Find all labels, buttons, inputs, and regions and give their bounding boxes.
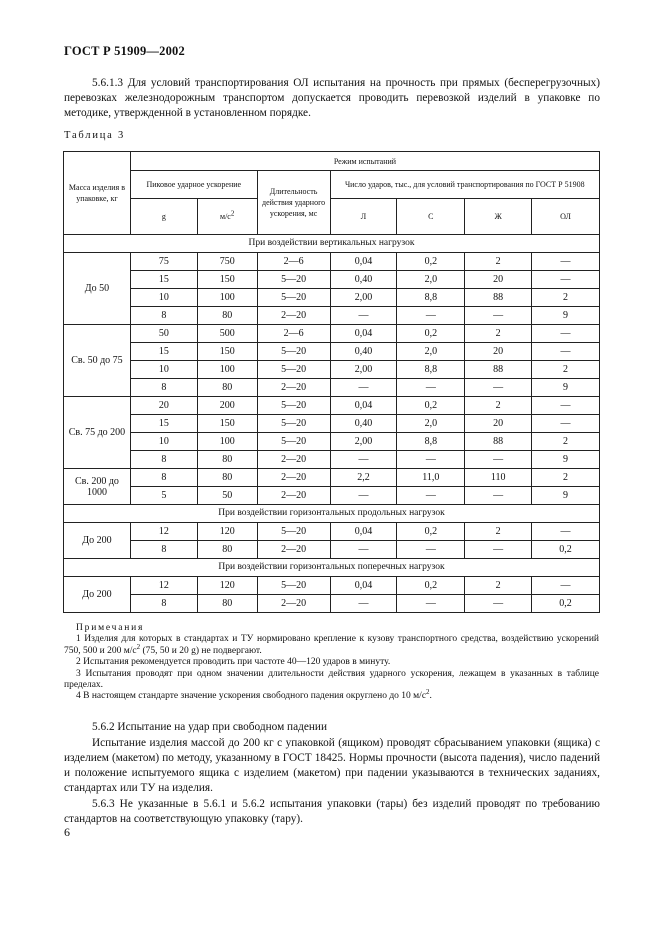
mass-cell: Св. 200 до 1000 [64,469,131,505]
table-row [64,595,600,613]
condition-l: Л [330,199,397,235]
table-row [64,469,600,487]
table-cell: — [330,487,397,505]
page-number: 6 [64,825,70,839]
condition-zh: Ж [465,199,532,235]
table-cell: 5—20 [257,289,330,307]
table-cell: 2,0 [397,271,465,289]
table-cell: 2,0 [397,343,465,361]
table-cell: 120 [197,523,257,541]
table-cell: 5—20 [257,271,330,289]
table-cell: 5—20 [257,343,330,361]
table-cell: — [397,541,465,559]
table-cell: 0,04 [330,325,397,343]
table-cell: 8 [130,307,197,325]
table-row [64,361,600,379]
mode-header: Режим испытаний [130,152,599,171]
table-cell: 2—20 [257,379,330,397]
table-cell: 75 [130,253,197,271]
table-cell: — [330,451,397,469]
table-cell: 120 [197,577,257,595]
table-cell: 8,8 [397,289,465,307]
table-cell: — [465,541,532,559]
table-cell: 150 [197,415,257,433]
table-cell: — [330,379,397,397]
section-5-6-2-text: Испытание изделия массой до 200 кг с упаковкой (ящиком) проводят сбрасыванием упаковки (ящика) с изделием (макетом) по методу, указанному в ГОСТ 18425. Нормы прочности (высота падения), число падений и положение испытуемого ящика с изделием (макетом) при падении указываются в технических заданиях, стандартах или ТУ на изделия. [64,737,600,794]
table-cell: 80 [197,307,257,325]
table-cell: 100 [197,433,257,451]
table-cell: 0,04 [330,397,397,415]
table-cell: 2—20 [257,487,330,505]
table-cell: 80 [197,379,257,397]
table-cell: 9 [532,379,600,397]
table-cell: 8 [130,451,197,469]
table-cell: 150 [197,343,257,361]
table-cell: — [532,271,600,289]
table-cell: 0,2 [532,541,600,559]
table-cell: 2 [465,325,532,343]
table-cell: 8 [130,379,197,397]
table-title: Таблица 3 [64,130,126,141]
table-cell: 8 [130,595,197,613]
table-cell: 80 [197,451,257,469]
section-heading: При воздействии горизонтальных поперечных нагрузок [64,559,600,577]
table-cell: 2—6 [257,253,330,271]
table-cell: 11,0 [397,469,465,487]
mass-cell: До 200 [64,523,131,559]
table-cell: 0,40 [330,343,397,361]
table-cell: — [465,451,532,469]
impact-count-header: Число ударов, тыс., для условий транспортирования по ГОСТ Р 51908 [330,171,599,199]
table-cell: 2—20 [257,451,330,469]
table-cell: 20 [465,343,532,361]
table-cell: 0,2 [397,325,465,343]
table-cell: 88 [465,433,532,451]
mass-cell: До 50 [64,253,131,325]
section-heading: При воздействии горизонтальных продольных нагрузок [64,505,600,523]
table-cell: 0,04 [330,253,397,271]
table-cell: — [532,415,600,433]
table-cell: — [465,487,532,505]
table-cell: 10 [130,361,197,379]
table-cell: 750 [197,253,257,271]
table-cell: 2 [532,361,600,379]
unit-ms2: $м/с^2$ [197,199,257,235]
table-cell: 8,8 [397,433,465,451]
table-row [64,577,600,595]
table-cell: 50 [197,487,257,505]
table-row [64,289,600,307]
table-row [64,379,600,397]
paragraph-5-6-1-3: 5.6.1.3 Для условий транспортирования ОЛ испытания на прочность при прямых (бесперегрузочных) перевозках железнодорожным транспортом допускается проводить перевозкой изделий в упаковке по методике, утвержденной в установленном порядке. [64,77,600,119]
table-cell: 2—20 [257,541,330,559]
table-cell: 9 [532,487,600,505]
table-cell: — [330,595,397,613]
table-cell: 80 [197,469,257,487]
table-cell: 0,2 [532,595,600,613]
table-row [64,541,600,559]
table-cell: — [397,307,465,325]
table-cell: 80 [197,541,257,559]
table-cell: 2,0 [397,415,465,433]
table-cell: 88 [465,361,532,379]
notes-heading: Примечания [76,623,145,633]
table-cell: 2 [532,469,600,487]
table-cell: 8,8 [397,361,465,379]
table-cell: — [465,307,532,325]
mass-header: Масса изделия в упаковке, кг [64,152,131,235]
table-cell: 10 [130,289,197,307]
mass-cell: До 200 [64,577,131,613]
table-row [64,307,600,325]
table-row [64,433,600,451]
table-cell: 20 [465,271,532,289]
table-cell: — [532,325,600,343]
table-cell: 50 [130,325,197,343]
section-5-6-2-heading: 5.6.2 Испытание на удар при свободном падении [92,721,328,733]
table-cell: 0,2 [397,577,465,595]
note-1: 1 Изделия для которых в стандартах и ТУ нормировано крепление к кузову транспортного средства, воздействию ускорений 750, 500 и 200 $м/с^2$ (75, 50 и 20 g) не подвергают. [64,634,599,656]
table-cell: 0,40 [330,415,397,433]
table-row [64,451,600,469]
table-cell: — [532,397,600,415]
table-cell: 5 [130,487,197,505]
table-cell: 2 [465,253,532,271]
table-cell: — [532,577,600,595]
table-cell: — [397,451,465,469]
note-4: 4 В настоящем стандарте значение ускорения свободного падения округлено до 10 $м/с^2$. [76,688,432,702]
table-cell: 500 [197,325,257,343]
table-cell: 12 [130,577,197,595]
table-cell: — [532,343,600,361]
table-cell: — [330,307,397,325]
table-cell: 150 [197,271,257,289]
table-row [64,325,600,343]
table-row [64,253,600,271]
table-cell: 0,04 [330,577,397,595]
table-cell: 15 [130,343,197,361]
table-cell: — [532,253,600,271]
note-2: 2 Испытания рекомендуется проводить при частоте 40—120 ударов в минуту. [76,657,391,668]
table-notes [64,623,599,703]
table-cell: 20 [465,415,532,433]
table-cell: 8 [130,541,197,559]
table-cell: 88 [465,289,532,307]
table-cell: 0,40 [330,271,397,289]
table-cell: 10 [130,433,197,451]
table-cell: 100 [197,361,257,379]
table-cell: 9 [532,451,600,469]
table-cell: — [465,595,532,613]
table-row [64,271,600,289]
table-cell: 12 [130,523,197,541]
table-cell: 2—20 [257,595,330,613]
mass-cell: Св. 50 до 75 [64,325,131,397]
table-cell: — [397,595,465,613]
unit-g: g [130,199,197,235]
table-cell: — [330,541,397,559]
table-cell: 5—20 [257,523,330,541]
table-cell: 2—20 [257,307,330,325]
table-cell: 15 [130,415,197,433]
table-cell: 5—20 [257,361,330,379]
table-cell: 2,00 [330,289,397,307]
note-3: 3 Испытания проводят при одном значении длительности действия ударного ускорения, лежащем в указанных в таблице пределах. [64,668,599,691]
table-cell: 80 [197,595,257,613]
table-cell: 0,04 [330,523,397,541]
table-cell: 0,2 [397,253,465,271]
table-cell: 2—6 [257,325,330,343]
table-row [64,415,600,433]
table-cell: 100 [197,289,257,307]
table-cell: 2 [465,577,532,595]
test-modes-table [63,151,600,613]
table-cell: 2 [532,433,600,451]
condition-s: С [397,199,465,235]
table-cell: 15 [130,271,197,289]
document-header: ГОСТ Р 51909—2002 [64,44,185,58]
mass-cell: Св. 75 до 200 [64,397,131,469]
table-row [64,523,600,541]
table-cell: 5—20 [257,415,330,433]
table-cell: 5—20 [257,577,330,595]
table-row [64,343,600,361]
condition-ol: ОЛ [532,199,600,235]
table-cell: 2—20 [257,469,330,487]
table-cell: 2 [465,397,532,415]
table-cell: 8 [130,469,197,487]
table-cell: 5—20 [257,433,330,451]
duration-header: Длительность действия ударного ускорения, мс [257,171,330,235]
peak-accel-header: Пиковое ударное ускорение [130,171,257,199]
table-row [64,487,600,505]
table-cell: 110 [465,469,532,487]
table-cell: 200 [197,397,257,415]
table-cell: — [397,379,465,397]
table-cell: 20 [130,397,197,415]
table-cell: — [397,487,465,505]
section-heading: При воздействии вертикальных нагрузок [64,235,600,253]
table-cell: — [532,523,600,541]
table-cell: 5—20 [257,397,330,415]
table-cell: 9 [532,307,600,325]
section-5-6-3-text: 5.6.3 Не указанные в 5.6.1 и 5.6.2 испытания упаковки (тары) без изделий проводят по требованию стандартов на соответствующую упаковку (тару). [64,798,600,825]
table-cell: 0,2 [397,397,465,415]
table-row [64,397,600,415]
table-cell: 2 [465,523,532,541]
table-cell: 0,2 [397,523,465,541]
table-cell: 2 [532,289,600,307]
table-cell: 2,00 [330,433,397,451]
table-cell: 2,2 [330,469,397,487]
table-cell: 2,00 [330,361,397,379]
table-cell: — [465,379,532,397]
